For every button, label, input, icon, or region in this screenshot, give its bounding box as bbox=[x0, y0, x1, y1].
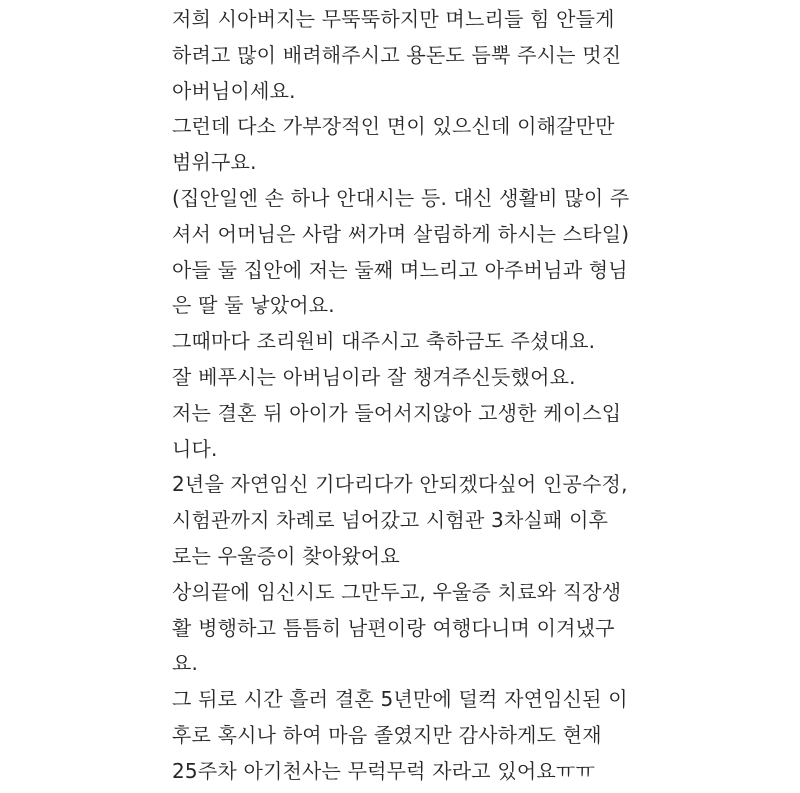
text-line: 그 뒤로 시간 흘러 결혼 5년만에 덜컥 자연임신된 이 bbox=[172, 687, 628, 712]
text-line: (집안일엔 손 하나 안대시는 등. 대신 생활비 많이 주 bbox=[172, 185, 630, 210]
text-line: 로는 우울증이 찾아왔어요 bbox=[172, 543, 400, 568]
text-line: 은 딸 둘 낳았어요. bbox=[172, 293, 335, 318]
text-line: 하려고 많이 배려해주시고 용돈도 듬뿍 주시는 멋진 bbox=[172, 42, 622, 67]
text-line: 요. bbox=[172, 651, 199, 676]
text-line: 니다. bbox=[172, 436, 218, 461]
text-line: 셔서 어머님은 사람 써가며 살림하게 하시는 스타일) bbox=[172, 221, 630, 246]
text-line: 25주차 아기천사는 무럭무럭 자라고 있어요ㅠㅠ bbox=[172, 758, 595, 783]
text-line: 그때마다 조리원비 대주시고 축하금도 주셨대요. bbox=[172, 329, 596, 354]
text-line: 시험관까지 차례로 넘어갔고 시험관 3차실패 이후 bbox=[172, 508, 609, 533]
text-line: 상의끝에 임신시도 그만두고, 우울증 치료와 직장생 bbox=[172, 579, 622, 604]
post-body-text bbox=[172, 2, 772, 790]
text-line: 잘 베푸시는 아버님이라 잘 챙겨주신듯했어요. bbox=[172, 364, 576, 389]
text-line: 저는 결혼 뒤 아이가 들어서지않아 고생한 케이스입 bbox=[172, 400, 622, 425]
text-line: 2년을 자연임신 기다리다가 안되겠다싶어 인공수정, bbox=[172, 472, 628, 497]
text-line: 범위구요. bbox=[172, 150, 257, 175]
text-line: 저희 시아버지는 무뚝뚝하지만 며느리들 힘 안들게 bbox=[172, 7, 615, 31]
text-line: 아들 둘 집안에 저는 둘째 며느리고 아주버님과 형님 bbox=[172, 257, 628, 282]
text-line: 아버님이세요. bbox=[172, 78, 296, 103]
text-line: 활 병행하고 틈틈히 남편이랑 여행다니며 이겨냈구 bbox=[172, 615, 615, 640]
text-line: 후로 혹시나 하여 마음 졸였지만 감사하게도 현재 bbox=[172, 722, 602, 747]
text-line: 그런데 다소 가부장적인 면이 있으신데 이해갈만만 bbox=[172, 114, 615, 139]
